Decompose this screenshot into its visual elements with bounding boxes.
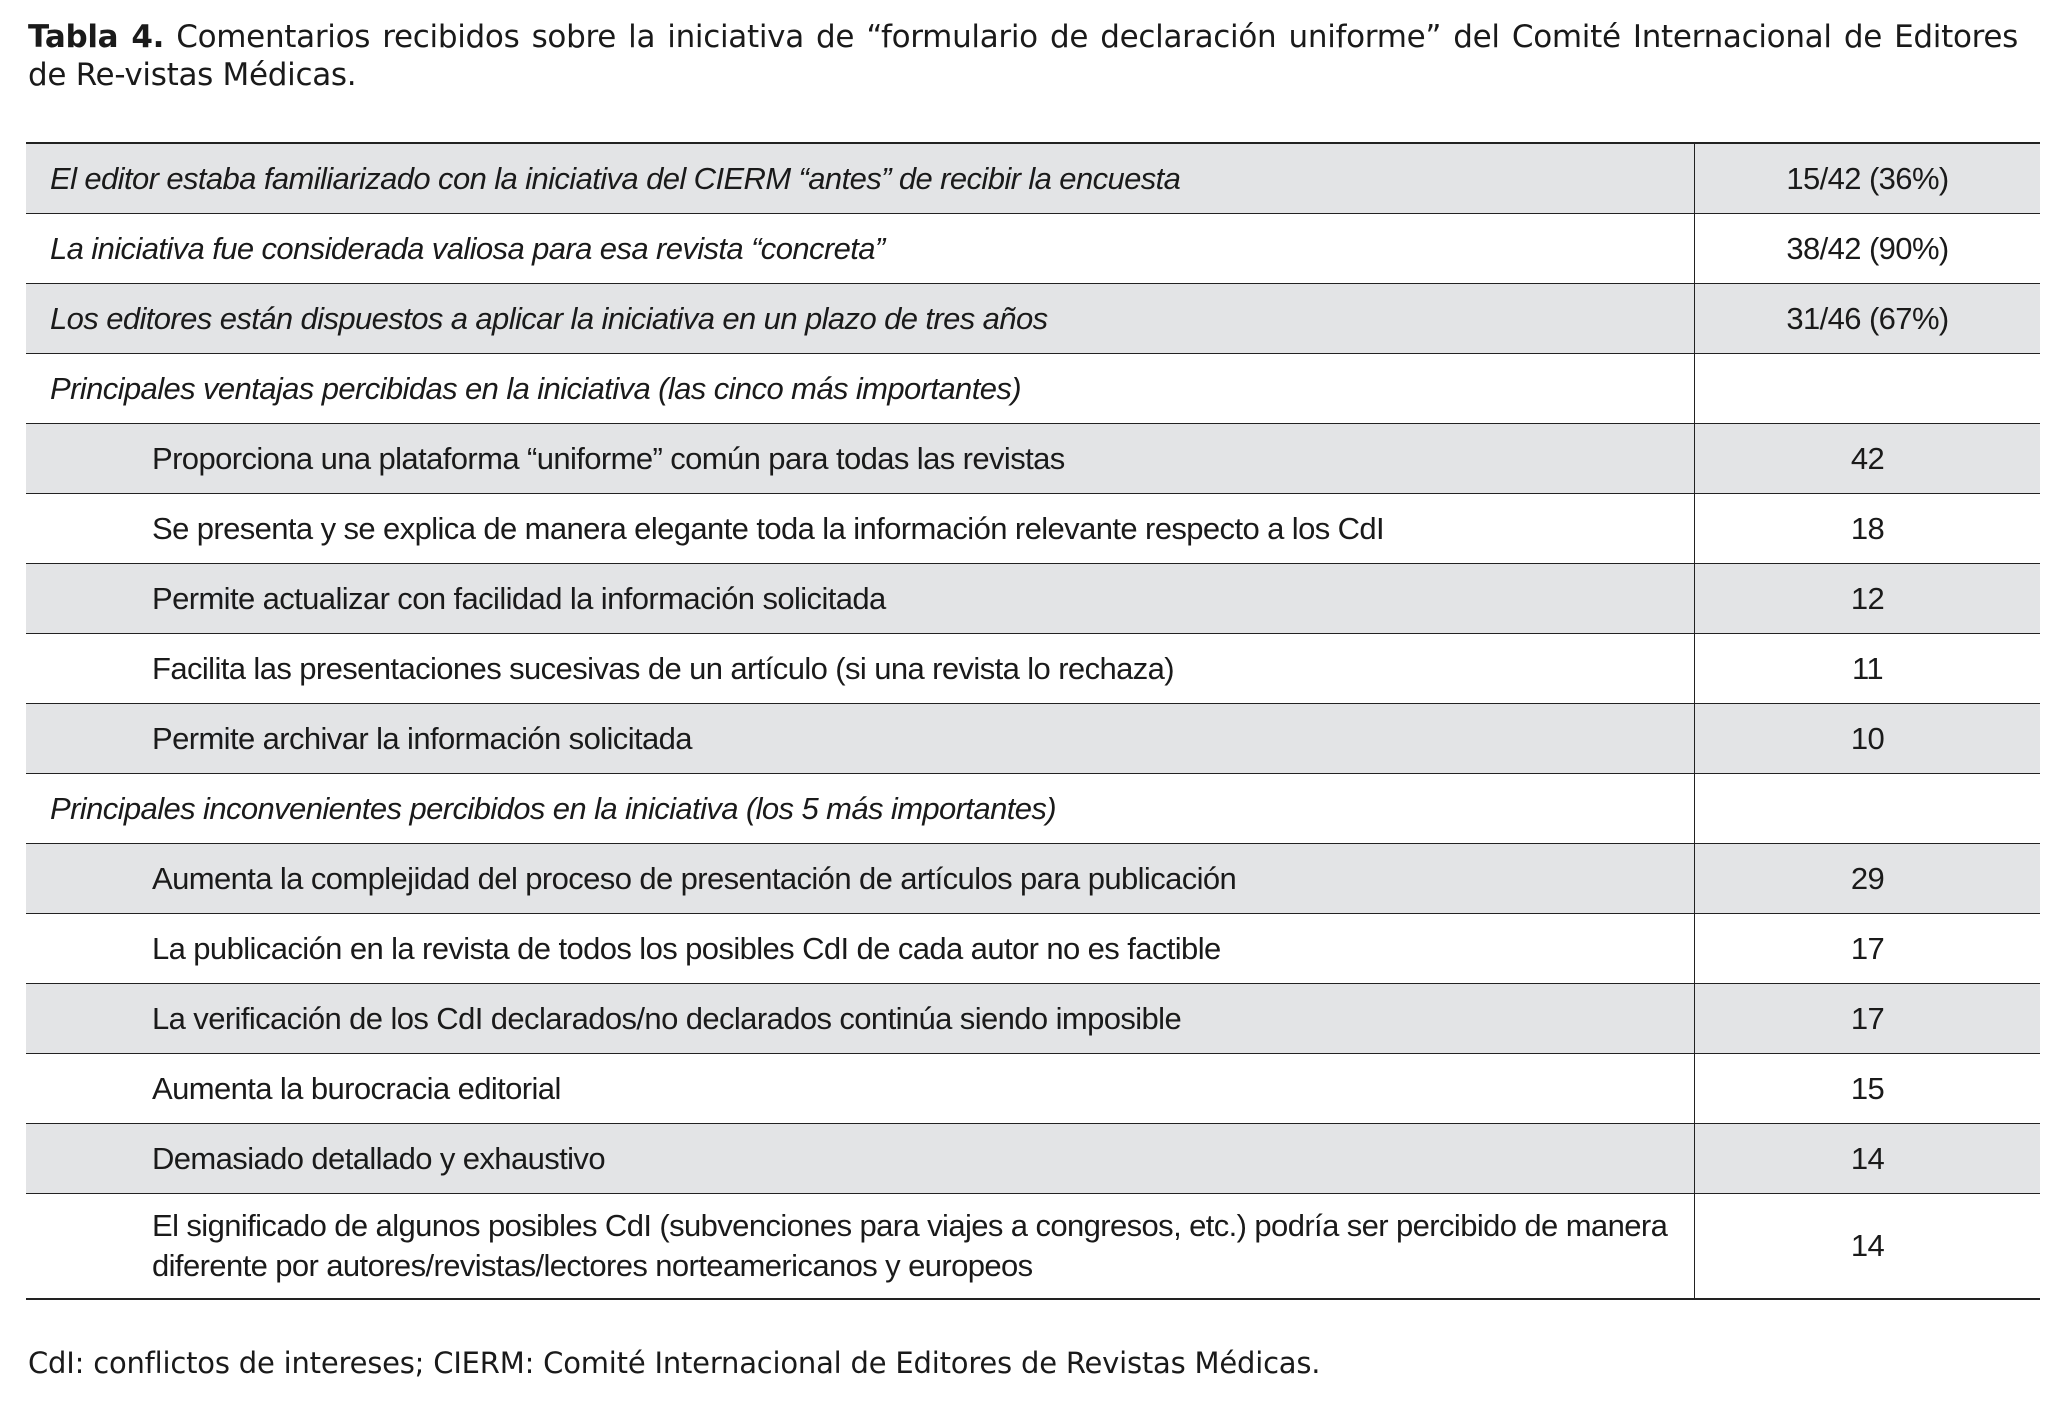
row-value: 17 <box>1695 914 2041 984</box>
row-label: Proporciona una plataforma “uniforme” común para todas las revistas <box>26 424 1695 494</box>
row-label: Facilita las presentaciones sucesivas de un artículo (si una revista lo rechaza) <box>26 634 1695 704</box>
row-label: Permite actualizar con facilidad la información solicitada <box>26 564 1695 634</box>
row-label: Demasiado detallado y exhaustivo <box>26 1124 1695 1194</box>
row-label: Se presenta y se explica de manera elegante toda la información relevante respecto a los CdI <box>26 494 1695 564</box>
table-caption <box>28 18 2018 94</box>
table-row <box>26 844 2040 914</box>
table-row <box>26 564 2040 634</box>
row-value: 15 <box>1695 1054 2041 1124</box>
section-header-row <box>26 774 2040 844</box>
row-value: 11 <box>1695 634 2041 704</box>
table-row <box>26 424 2040 494</box>
row-label: El significado de algunos posibles CdI (subvenciones para viajes a congresos, etc.) podría ser percibido de manera diferente por autores/revistas/lectores norteamericanos y europeos <box>26 1194 1695 1300</box>
row-label: La iniciativa fue considerada valiosa para esa revista “concreta” <box>26 214 1695 284</box>
row-value: 42 <box>1695 424 2041 494</box>
row-value: 14 <box>1695 1124 2041 1194</box>
section-header-advantages: Principales ventajas percibidas en la iniciativa (las cinco más importantes) <box>26 354 1695 424</box>
row-label: Aumenta la burocracia editorial <box>26 1054 1695 1124</box>
section-header-drawbacks: Principales inconvenientes percibidos en la iniciativa (los 5 más importantes) <box>26 774 1695 844</box>
table-row <box>26 984 2040 1054</box>
table-row <box>26 284 2040 354</box>
comments-table <box>26 142 2040 1300</box>
row-label: El editor estaba familiarizado con la iniciativa del CIERM “antes” de recibir la encuesta <box>26 143 1695 214</box>
row-label: Aumenta la complejidad del proceso de presentación de artículos para publicación <box>26 844 1695 914</box>
row-label: La verificación de los CdI declarados/no declarados continúa siendo imposible <box>26 984 1695 1054</box>
data-table-container <box>26 142 2040 1300</box>
row-value: 38/42 (90%) <box>1695 214 2041 284</box>
table-row <box>26 634 2040 704</box>
row-value: 10 <box>1695 704 2041 774</box>
row-value: 18 <box>1695 494 2041 564</box>
table-row <box>26 494 2040 564</box>
row-value: 17 <box>1695 984 2041 1054</box>
row-value: 14 <box>1695 1194 2041 1300</box>
table-row <box>26 1054 2040 1124</box>
row-label: Permite archivar la información solicitada <box>26 704 1695 774</box>
table-row <box>26 914 2040 984</box>
table-row <box>26 143 2040 214</box>
table-row <box>26 1194 2040 1300</box>
row-value: 12 <box>1695 564 2041 634</box>
table-row <box>26 214 2040 284</box>
row-label: La publicación en la revista de todos los posibles CdI de cada autor no es factible <box>26 914 1695 984</box>
caption-text: Comentarios recibidos sobre la iniciativa de “formulario de declaración uniforme” del Comité Internacional de Editores de Re-vistas Médicas. <box>28 19 2018 93</box>
table-row <box>26 1124 2040 1194</box>
table-row <box>26 704 2040 774</box>
row-value: 29 <box>1695 844 2041 914</box>
row-label: Los editores están dispuestos a aplicar la iniciativa en un plazo de tres años <box>26 284 1695 354</box>
caption-label: Tabla 4. <box>28 19 165 55</box>
row-value <box>1695 774 2041 844</box>
table-footnote: CdI: conflictos de intereses; CIERM: Comité Internacional de Editores de Revistas Médicas. <box>28 1346 1321 1380</box>
row-value: 15/42 (36%) <box>1695 143 2041 214</box>
row-value: 31/46 (67%) <box>1695 284 2041 354</box>
row-value <box>1695 354 2041 424</box>
section-header-row <box>26 354 2040 424</box>
